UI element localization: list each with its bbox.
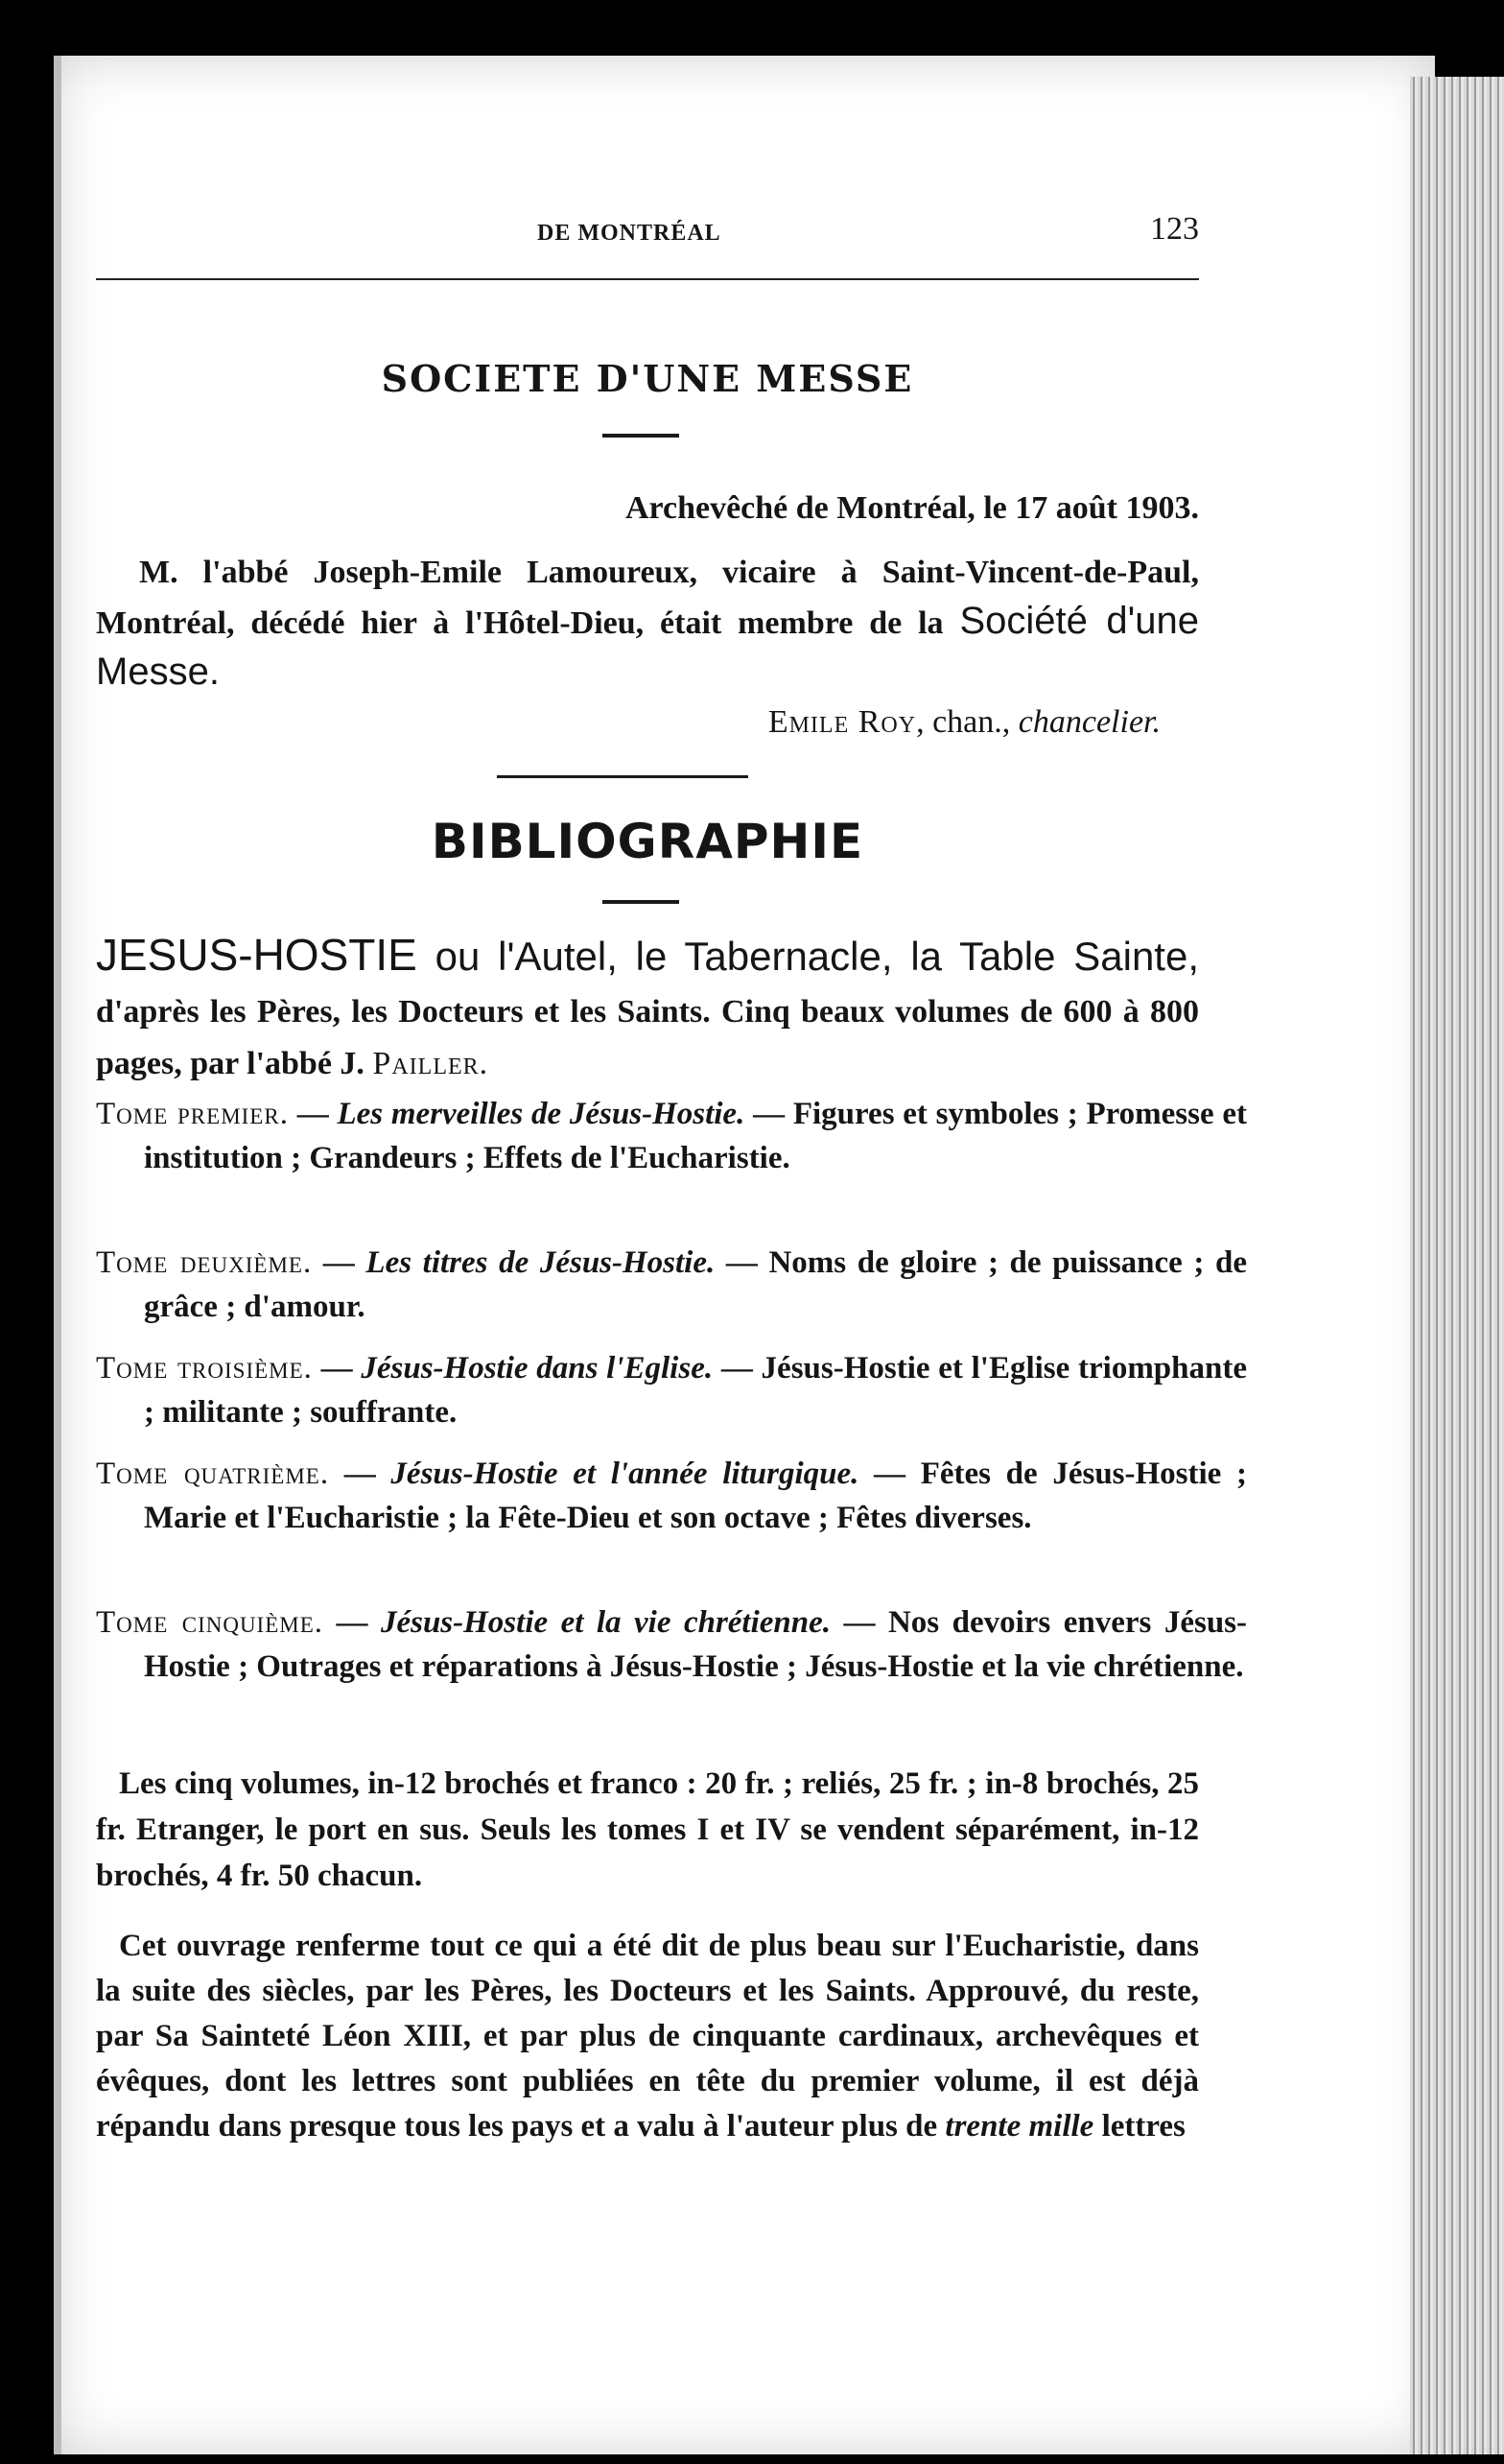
tome-label: Tome quatrième. [96, 1457, 330, 1491]
tome-description: Fêtes de Jésus-Hostie ; Marie et l'Eucharistie ; la Fête-Dieu et son octave ; Fêtes diverses. [144, 1457, 1247, 1535]
signature-name: Emile Roy [767, 704, 917, 740]
tome-title: Jésus-Hostie et la vie chrétienne. [380, 1605, 832, 1640]
book-page-edges [1410, 77, 1504, 2454]
signature [96, 699, 1161, 746]
signature-title: , chan., [916, 704, 1019, 740]
tome-title: Les titres de Jésus-Hostie. [365, 1245, 716, 1280]
section-divider [497, 775, 748, 778]
price-paragraph: Les cinq volumes, in-12 brochés et franco : 20 fr. ; reliés, 25 fr. ; in-8 brochés, 25 fr. Etranger, le port en sus. Seuls les tomes I et IV se vendent séparément, in-12 brochés, 4 fr. 50 chacun. [96, 1766, 1199, 1893]
society-name: Société d'une Messe. [96, 600, 1199, 693]
dateline: Archevêché de Montréal, le 17 août 1903. [624, 490, 1199, 526]
tome-label: Tome cinquième. [96, 1605, 324, 1640]
short-divider [602, 900, 679, 904]
section-heading-bibliographie: BIBLIOGRAPHIE [431, 814, 864, 869]
tome-description: Noms de gloire ; de puissance ; de grâce ; d'amour. [144, 1245, 1248, 1324]
closing-emphasis: trente mille [945, 2109, 1094, 2144]
tome-description: Figures et symboles ; Promesse et institution ; Grandeurs ; Effets de l'Eucharistie. [144, 1097, 1248, 1175]
closing-paragraph [96, 1924, 1199, 2149]
book-title: JESUS-HOSTIE [96, 930, 417, 980]
obituary-text: M. l'abbé Joseph-Emile Lamoureux, vicaire à Saint-Vincent-de-Paul, Montréal, décédé hier à l'Hôtel-Dieu, était membre de la [96, 555, 1199, 641]
tome-title: Jésus-Hostie et l'année liturgique. [390, 1457, 859, 1491]
closing-text: Cet ouvrage renferme tout ce qui a été dit de plus beau sur l'Eucharistie, dans la suite des siècles, par les Pères, les Docteurs et les Saints. Approuvé, du reste, par Sa Sainteté Léon XIII, et par plus de cinquante cardinaux, archevêques et évêques, dont les lettres sont publiées en tête du premier volume, il est déjà répandu dans presque tous les pays et a valu à l'auteur plus de [96, 1929, 1199, 2144]
tome-label: Tome troisième. [96, 1351, 313, 1386]
tome-entry: Tome quatrième. — Jésus-Hostie et l'année liturgique. — Fêtes de Jésus-Hostie ; Marie et l'Eucharistie ; la Fête-Dieu et son octave ; Fêtes diverses. [96, 1457, 1247, 1535]
obituary-paragraph [96, 549, 1199, 699]
tome-label: Tome deuxième. [96, 1245, 313, 1280]
signature-role: chancelier. [1018, 704, 1161, 740]
page-number: 123 [1150, 211, 1199, 247]
tome-title: Les merveilles de Jésus-Hostie. [337, 1097, 745, 1131]
book-subtitle: ou l'Autel, le Tabernacle, la Table Sainte, [416, 934, 1199, 979]
tome-label: Tome premier. [96, 1097, 289, 1131]
tome-description: Nos devoirs envers Jésus-Hostie ; Outrages et réparations à Jésus-Hostie ; Jésus-Hostie et la vie chrétienne. [144, 1605, 1248, 1684]
running-header [96, 211, 1199, 257]
running-title: DE MONTRÉAL [537, 221, 721, 246]
tome-entry: Tome troisième. — Jésus-Hostie dans l'Eglise. — Jésus-Hostie et l'Eglise triomphante ; militante ; souffrante. [96, 1351, 1248, 1430]
section-heading-societe: SOCIETE D'UNE MESSE [381, 357, 914, 400]
book-entry [96, 929, 1199, 1090]
book-author: Pailler. [372, 1046, 489, 1081]
tome-description: Jésus-Hostie et l'Eglise triomphante ; militante ; souffrante. [144, 1351, 1248, 1430]
tome-entry: Tome premier. — Les merveilles de Jésus-Hostie. — Figures et symboles ; Promesse et institution ; Grandeurs ; Effets de l'Eucharistie. [96, 1097, 1248, 1175]
closing-end: lettres [1093, 2109, 1186, 2144]
header-rule [96, 278, 1199, 280]
short-divider [602, 434, 679, 438]
page-shadow [54, 56, 61, 2454]
tome-entry: Tome deuxième. — Les titres de Jésus-Hostie. — Noms de gloire ; de puissance ; de grâce ; d'amour. [96, 1245, 1248, 1324]
tome-entry: Tome cinquième. — Jésus-Hostie et la vie chrétienne. — Nos devoirs envers Jésus-Hostie ; Outrages et réparations à Jésus-Hostie ; Jésus-Hostie et la vie chrétienne. [96, 1605, 1248, 1684]
book-description: d'après les Pères, les Docteurs et les Saints. Cinq beaux volumes de 600 à 800 pages, par l'abbé J. [96, 994, 1199, 1081]
tome-title: Jésus-Hostie dans l'Eglise. [361, 1351, 714, 1386]
